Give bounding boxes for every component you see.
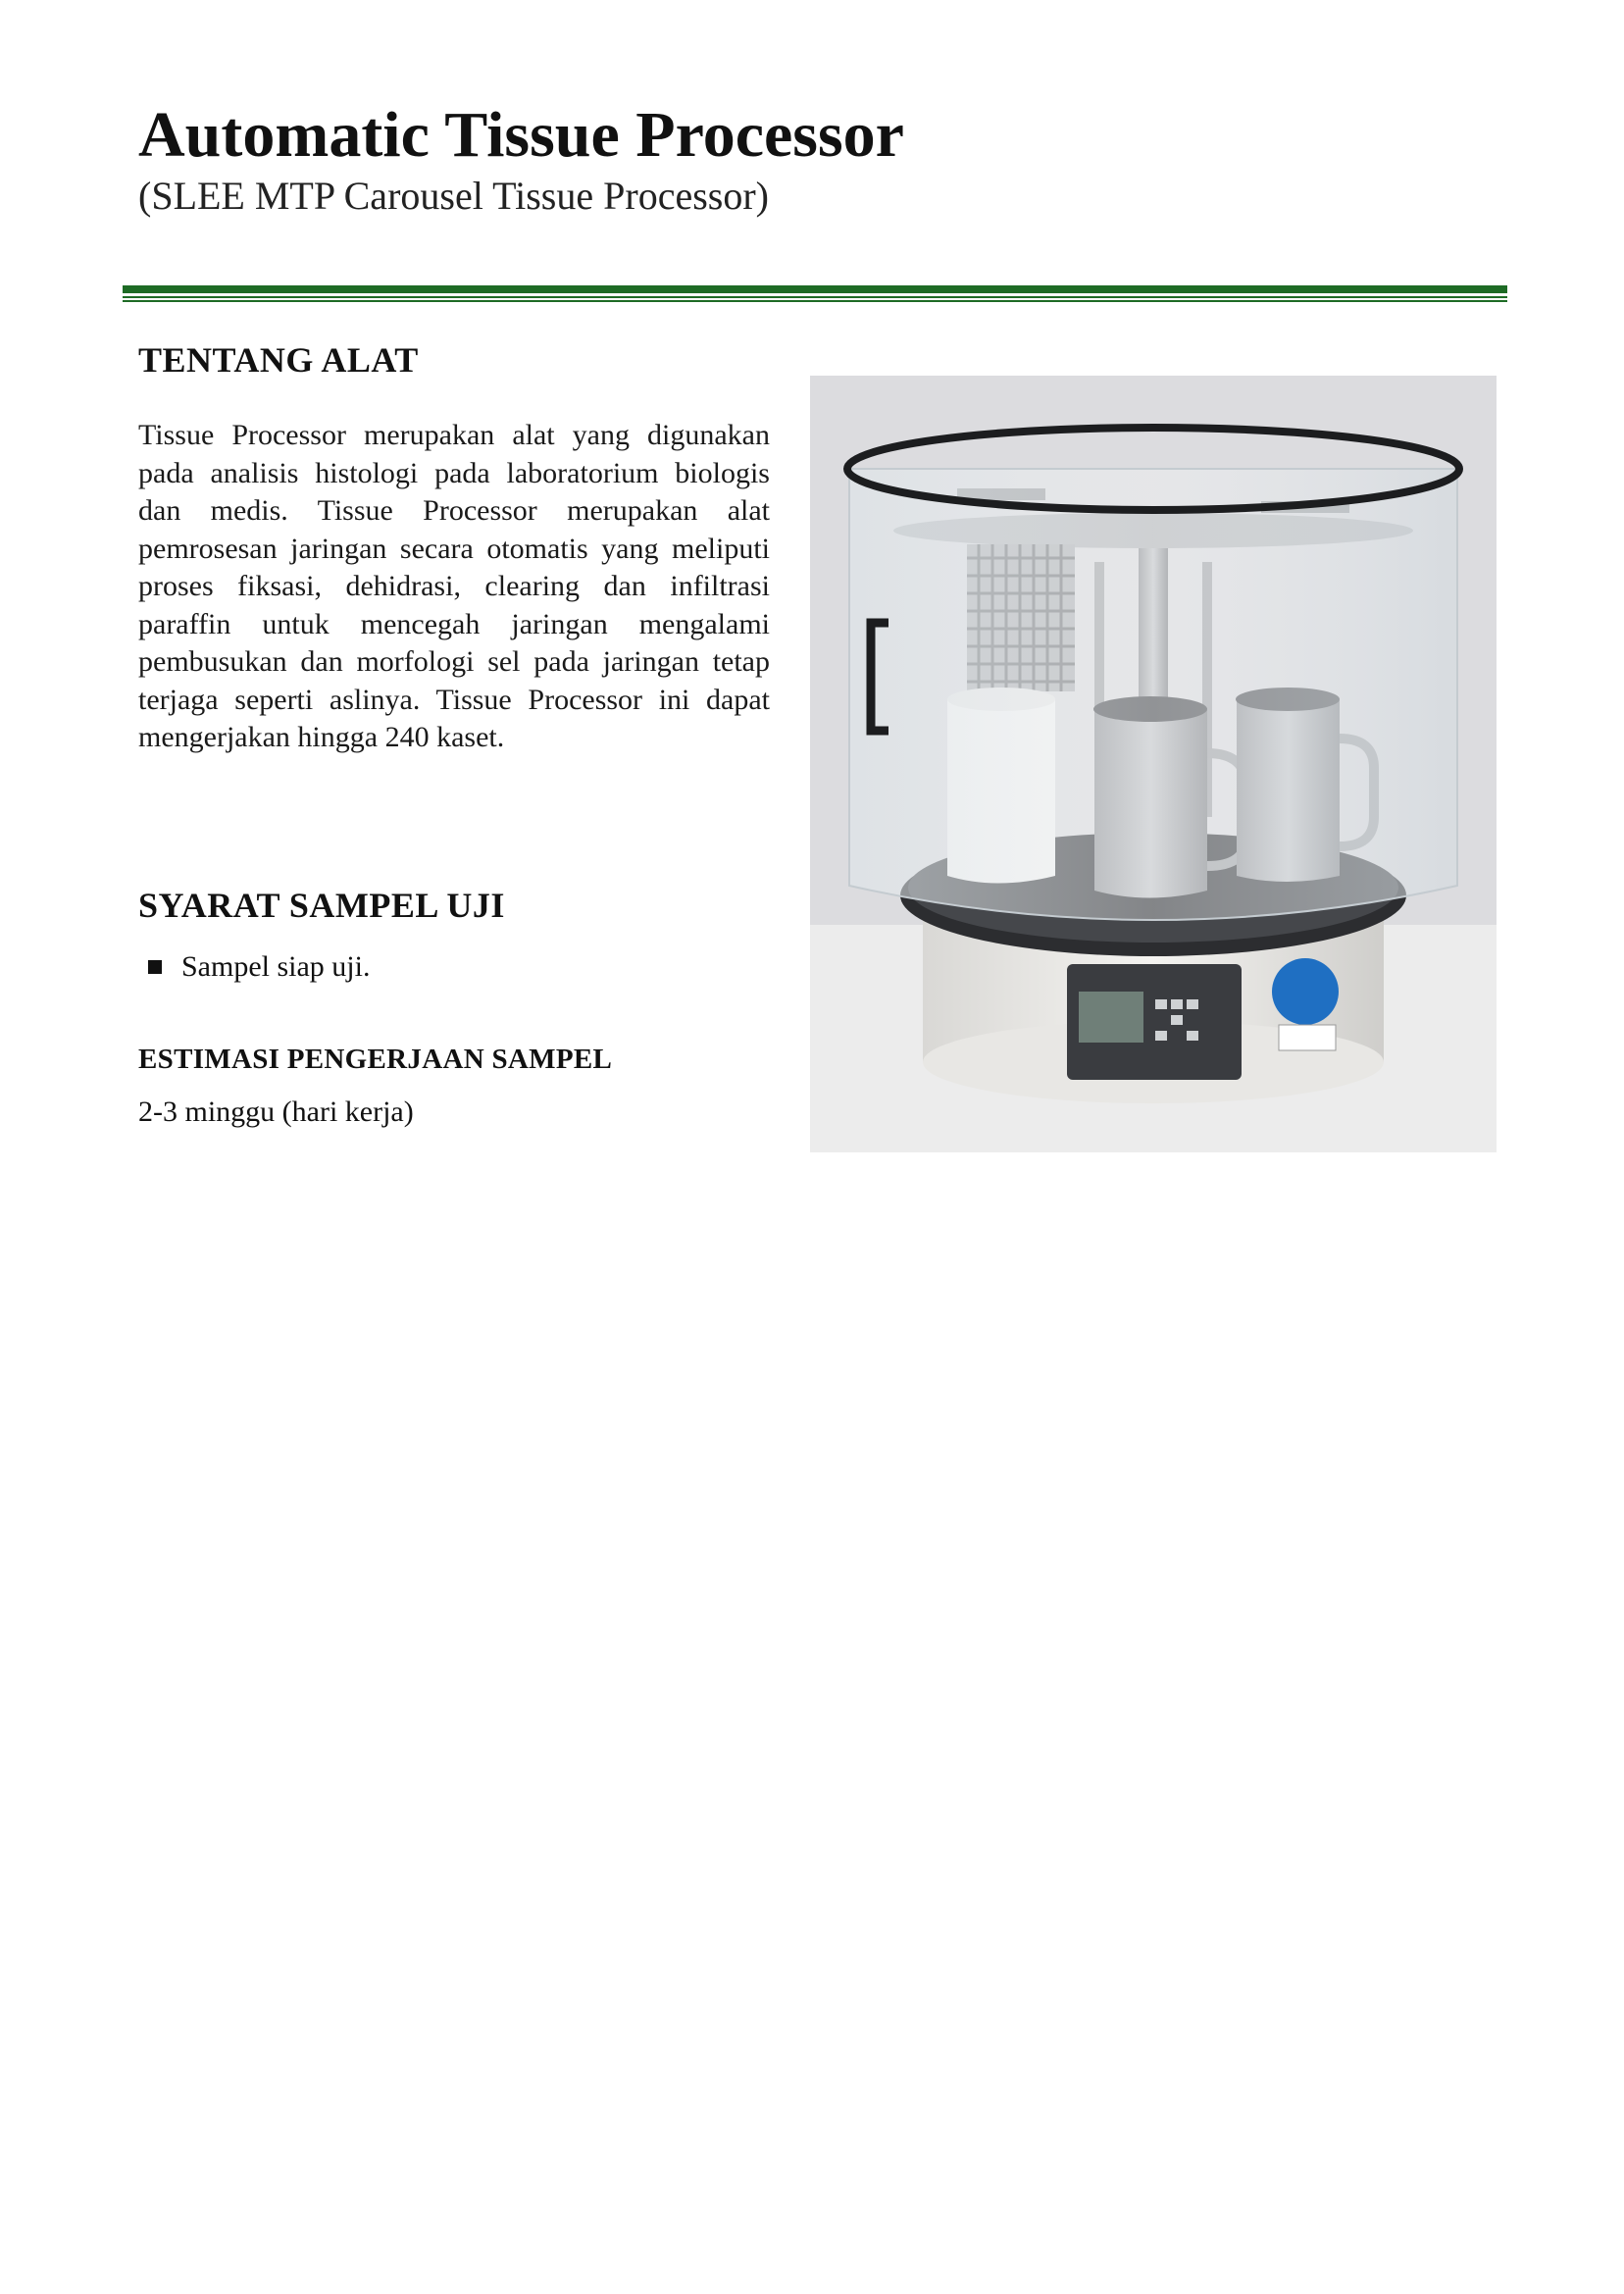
square-bullet-icon [148, 960, 162, 974]
estimate-heading: ESTIMASI PENGERJAAN SAMPEL [138, 1044, 613, 1075]
page-subtitle: (SLEE MTP Carousel Tissue Processor) [138, 174, 769, 218]
estimate-value: 2-3 minggu (hari kerja) [138, 1096, 414, 1128]
tissue-processor-photo [810, 376, 1497, 1152]
about-heading: TENTANG ALAT [138, 340, 419, 380]
tissue-processor-illustration [810, 376, 1497, 1152]
header-divider-thin [123, 296, 1507, 298]
list-item [138, 947, 370, 987]
requirements-list [138, 947, 370, 987]
requirements-heading: SYARAT SAMPEL UJI [138, 886, 505, 925]
header-divider-thin-2 [123, 300, 1507, 302]
requirement-text: Sampel siap uji. [181, 950, 371, 983]
page-title: Automatic Tissue Processor [138, 99, 904, 171]
about-body: Tissue Processor merupakan alat yang digunakan pada analisis histologi pada laboratorium biologis dan medis. Tissue Processor merupakan alat pemrosesan jaringan secara otomatis yang meliputi proses fiksasi, dehidrasi, clearing dan infiltrasi paraffin untuk mencegah jaringan mengalami pembusukan dan morfologi sel pada jaringan tetap terjaga seperti aslinya. Tissue Processor ini dapat mengerjakan hingga 240 kaset. [138, 419, 770, 753]
header-divider [123, 285, 1507, 293]
